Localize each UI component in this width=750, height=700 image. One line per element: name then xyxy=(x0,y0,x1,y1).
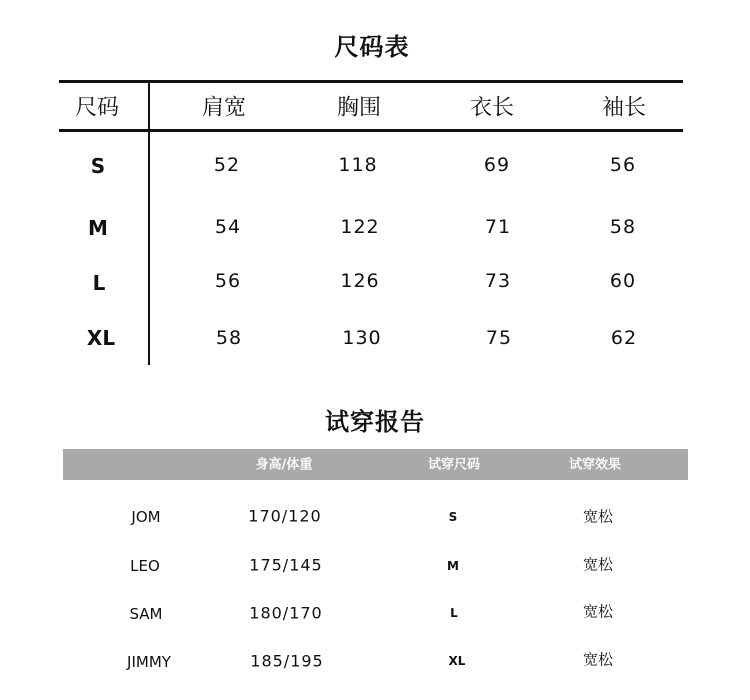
header-shoulder: 肩宽 xyxy=(201,95,247,121)
height-weight: 170/120 xyxy=(248,506,322,526)
table-cell: 126 xyxy=(340,270,380,292)
header-sleeve: 袖长 xyxy=(601,95,647,121)
size-chart-title: 尺码表 xyxy=(334,33,410,61)
tried-size: L xyxy=(450,606,458,620)
header-try-effect: 试穿效果 xyxy=(568,457,622,473)
table-cell: 60 xyxy=(609,270,637,292)
try-on-report-title: 试穿报告 xyxy=(325,408,425,436)
tester-name: LEO xyxy=(130,557,160,575)
table-cell: 62 xyxy=(610,327,638,349)
table-column-divider xyxy=(148,82,150,365)
try-on-header-bar xyxy=(63,449,688,480)
fit-effect: 宽松 xyxy=(582,507,614,526)
table-cell: 122 xyxy=(340,216,380,238)
tried-size: XL xyxy=(448,654,466,668)
table-cell: 71 xyxy=(484,216,512,238)
size-label: M xyxy=(88,216,108,240)
table-cell: 130 xyxy=(342,327,382,349)
table-cell: 75 xyxy=(485,327,513,349)
size-label: L xyxy=(92,271,106,295)
table-cell: 73 xyxy=(484,270,512,292)
table-cell: 58 xyxy=(215,327,243,349)
table-top-rule xyxy=(59,80,683,83)
header-height-weight: 身高/体重 xyxy=(255,457,313,473)
tester-name: JIMMY xyxy=(127,653,171,671)
header-length: 衣长 xyxy=(469,95,515,121)
table-cell: 54 xyxy=(214,216,242,238)
table-cell: 69 xyxy=(483,154,511,176)
size-label: S xyxy=(90,154,106,178)
table-cell: 56 xyxy=(214,270,242,292)
size-label: XL xyxy=(86,326,116,350)
tried-size: M xyxy=(447,559,459,573)
fit-effect: 宽松 xyxy=(582,602,614,621)
tried-size: S xyxy=(448,510,458,524)
table-cell: 58 xyxy=(609,216,637,238)
fit-effect: 宽松 xyxy=(582,555,614,574)
tester-name: JOM xyxy=(131,508,161,526)
table-cell: 52 xyxy=(213,154,241,176)
header-size: 尺码 xyxy=(74,95,120,121)
height-weight: 185/195 xyxy=(250,651,324,671)
header-try-size: 试穿尺码 xyxy=(427,457,481,473)
tester-name: SAM xyxy=(129,605,163,623)
height-weight: 175/145 xyxy=(249,555,323,575)
header-chest: 胸围 xyxy=(336,95,382,121)
table-cell: 118 xyxy=(338,154,378,176)
table-header-rule xyxy=(59,129,683,132)
height-weight: 180/170 xyxy=(249,603,323,623)
fit-effect: 宽松 xyxy=(582,650,614,669)
table-cell: 56 xyxy=(609,154,637,176)
